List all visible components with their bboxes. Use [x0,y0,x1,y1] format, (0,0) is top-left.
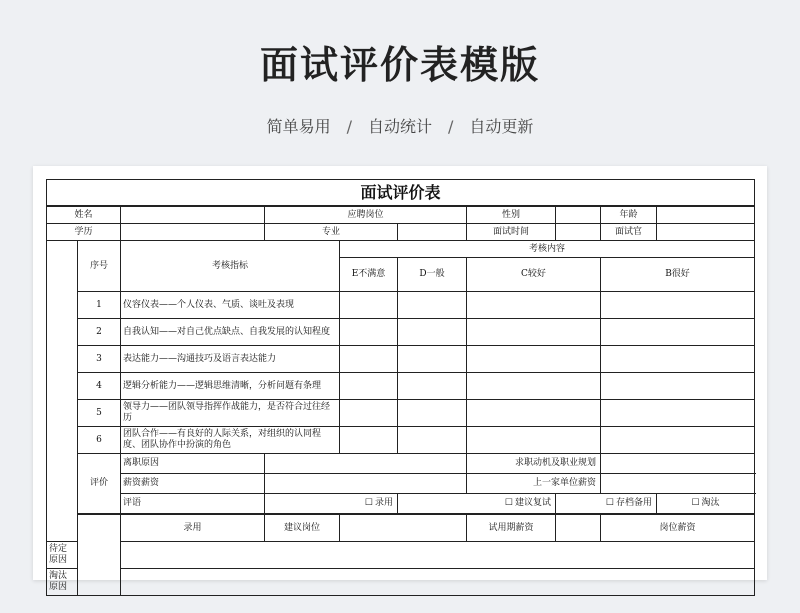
name-label: 姓名 [47,206,121,224]
indicator-label: 考核指标 [121,241,340,292]
gender-cell[interactable] [556,206,601,224]
score-cell[interactable] [340,373,398,400]
item-text: 团队合作——有良好的人际关系，对组织的认同程度、团队协作中扮演的角色 [121,427,340,454]
interviewer-label: 面试官 [601,224,657,241]
score-cell[interactable] [340,400,398,427]
score-cell[interactable] [340,427,398,454]
table-row [47,373,755,400]
interview-time-cell[interactable] [556,224,601,241]
seq-label: 序号 [78,241,121,292]
item-text: 自我认知——对自己优点缺点、自我发展的认知程度 [121,319,340,346]
item-no: 3 [78,346,121,373]
grade-e: E不满意 [340,258,398,292]
major-label: 专业 [265,224,398,241]
score-cell[interactable] [467,373,601,400]
table-row [47,400,755,427]
item-no: 6 [78,427,121,454]
score-cell[interactable] [340,319,398,346]
score-cell[interactable] [398,373,467,400]
score-cell[interactable] [467,427,601,454]
motivation-label: 求职动机及职业规划 [467,454,601,474]
suggest-post-cell[interactable] [340,514,467,542]
interviewer-cell[interactable] [657,224,755,241]
name-cell[interactable] [121,206,265,224]
table-row [47,292,755,319]
score-cell[interactable] [467,400,601,427]
option-label: 存档备用 [615,498,652,508]
option-reject[interactable] [657,494,755,515]
position-label: 应聘岗位 [265,206,467,224]
major-cell[interactable] [398,224,467,241]
hire-label: 录用 [121,514,265,542]
item-no: 5 [78,400,121,427]
age-cell[interactable] [657,206,755,224]
side-blank-cell [47,241,78,542]
comment-label: 评语 [121,494,265,515]
trial-salary-cell[interactable] [556,514,601,542]
leave-reason-cell[interactable] [265,454,467,474]
eval-label: 评价 [78,454,121,515]
option-hire[interactable] [265,494,398,515]
leave-reason-label: 离职原因 [121,454,265,474]
score-cell[interactable] [340,346,398,373]
score-cell[interactable] [467,292,601,319]
gender-label: 性别 [467,206,556,224]
suggest-post-label: 建议岗位 [265,514,340,542]
item-text: 逻辑分析能力——逻辑思维清晰，分析问题有条理 [121,373,340,400]
item-text: 领导力——团队领导指挥作战能力，是否符合过往经历 [121,400,340,427]
reject-reason-cell[interactable] [121,569,755,596]
table-row [47,427,755,454]
item-no: 2 [78,319,121,346]
salary-expect-cell[interactable] [265,474,467,494]
last-salary-label: 上一家单位薪资 [467,474,601,494]
table-row [47,346,755,373]
option-retest[interactable] [398,494,556,515]
score-cell[interactable] [601,346,755,373]
option-label: 建议复试 [514,498,551,508]
subtitle-separator: / [448,117,454,136]
page-title: 面试评价表模版 [259,43,540,87]
table-row [47,319,755,346]
salary-expect-label: 薪资薪资 [121,474,265,494]
age-label: 年龄 [601,206,657,224]
trial-salary-label: 试用期薪资 [467,514,556,542]
score-cell[interactable] [398,292,467,319]
checkbox-icon[interactable]: ☐ [504,498,513,508]
score-cell[interactable] [398,319,467,346]
education-label: 学历 [47,224,121,241]
education-cell[interactable] [121,224,265,241]
item-text: 仪容仪表——个人仪表、气质、谈吐及表现 [121,292,340,319]
score-cell[interactable] [398,427,467,454]
item-no: 4 [78,373,121,400]
checkbox-icon[interactable]: ☐ [605,498,614,508]
interview-form-table [46,179,755,596]
post-salary-label: 岗位薪资 [601,514,755,542]
score-cell[interactable] [398,400,467,427]
subtitle-item: 自动统计 [367,117,432,136]
option-label: 录用 [374,498,393,508]
subtitle-item: 简单易用 [266,117,331,136]
checkbox-icon[interactable]: ☐ [364,498,373,508]
side-blank-cell [78,514,121,596]
option-archive[interactable] [556,494,657,515]
last-salary-cell[interactable] [601,474,755,494]
checkbox-icon[interactable]: ☐ [691,498,700,508]
score-cell[interactable] [601,319,755,346]
item-text: 表达能力——沟通技巧及语言表达能力 [121,346,340,373]
grade-c: C较好 [467,258,601,292]
pending-reason-label: 待定原因 [47,542,78,569]
score-cell[interactable] [601,292,755,319]
subtitle-item: 自动更新 [469,117,534,136]
spreadsheet-sheet [33,166,767,592]
score-cell[interactable] [601,373,755,400]
score-cell[interactable] [601,400,755,427]
page-subtitle [0,114,800,137]
score-cell[interactable] [601,427,755,454]
grade-d: D一般 [398,258,467,292]
form-table-wrapper [46,179,754,596]
interview-time-label: 面试时间 [467,224,556,241]
form-title: 面试评价表 [47,180,755,207]
reject-reason-label: 淘汰原因 [47,569,78,596]
item-no: 1 [78,292,121,319]
score-cell[interactable] [340,292,398,319]
subtitle-separator: / [346,117,352,136]
score-cell[interactable] [467,346,601,373]
score-cell[interactable] [398,346,467,373]
grade-b: B很好 [601,258,755,292]
motivation-cell[interactable] [601,454,755,474]
score-cell[interactable] [467,319,601,346]
option-label: 淘汰 [701,498,720,508]
pending-reason-cell[interactable] [121,542,755,569]
content-label: 考核内容 [340,241,755,258]
